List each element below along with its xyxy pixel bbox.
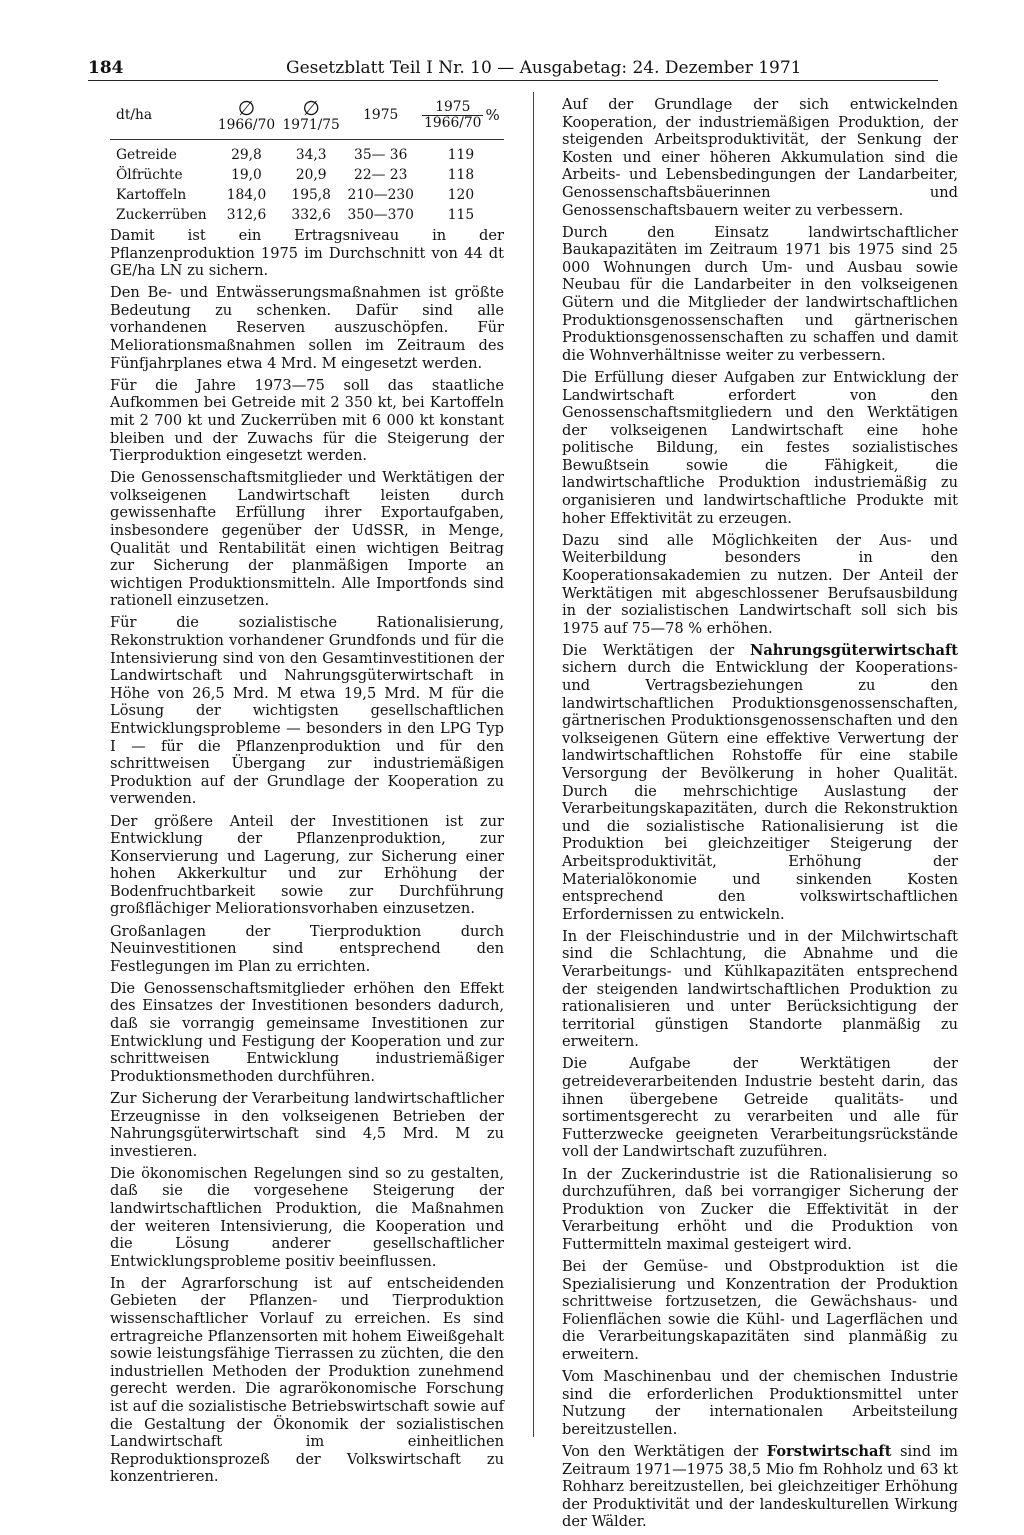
header-rule	[88, 80, 938, 81]
table-cell: 119	[447, 147, 475, 163]
paragraph: In der Zuckerindustrie ist die Rationalisierung so durchzuführen, daß bei vorrangiger Sicherung der Produktion von Zucker die Effektivität in der Verarbeitung erhöht und die Produktion von Futtermitteln maximal gesteigert wird.	[562, 1165, 958, 1253]
paragraph: Dazu sind alle Möglichkeiten der Aus- und Weiterbildung besonders in den Kooperationsakademien zu nutzen. Der Anteil der Werktätigen mit abgeschlossener Berufsausbildung in der sozialistischen Landwirtschaft soll sich bis 1975 auf 75—78 % erhöhen.	[562, 531, 958, 637]
crop-name: Getreide	[116, 147, 177, 163]
table-col-header-1975	[344, 96, 418, 140]
table-cell: 184,0	[226, 187, 267, 203]
table-cell: 115	[447, 207, 475, 223]
table-row	[110, 184, 504, 204]
paragraph: Für die sozialistische Rationalisierung, Rekonstruktion vorhandener Grundfonds und für die Intensivierung sind von den Gesamtinvestitionen der Landwirtschaft und Nahrungsgüterwirtschaft in Höhe von 26,5 Mrd. M etwa 19,5 Mrd. M für die Lösung der wichtigsten gesellschaftlichen Entwicklungsprobleme — besonders in den LPG Typ I — für die Pflanzenproduktion und für den schrittweisen Übergang zur industriemäßigen Produktion auf der Grundlage der Kooperation zu verwenden.	[110, 614, 504, 808]
table-cell: 195,8	[291, 187, 331, 203]
column-divider	[533, 92, 534, 1437]
bold-term-forstwirtschaft: Forstwirtschaft	[766, 1442, 892, 1460]
table-cell: 210—230	[347, 187, 414, 203]
table-cell: 120	[447, 187, 475, 203]
paragraph: Der größere Anteil der Investitionen ist zur Entwicklung der Pflanzenproduktion, zur Konservierung und Lagerung, zur Sicherung einer hohen Akkerkultur und zur Erhöhung der Bodenfruchtbarkeit sowie zur Durchführung großflächiger Meliorationsvorhaben einzusetzen.	[110, 812, 504, 918]
paragraph: Damit ist ein Ertragsniveau in der Pflanzenproduktion 1975 im Durchschnitt von 44 dt GE/ha LN zu sichern.	[110, 227, 504, 280]
crop-name: Ölfrüchte	[116, 167, 183, 183]
paragraph: Die Genossenschaftsmitglieder und Werktätigen der volkseigenen Landwirtschaft leisten durch gewissenhafte Erfüllung ihrer Exportaufgaben, insbesondere gegenüber der UdSSR, in Menge, Qualität und Rentabilität einen wichtigen Beitrag zur Sicherung der planmäßigen Importe an wichtigen Produktionsmitteln. Alle Importfonds sind rationell einzusetzen.	[110, 469, 504, 610]
paragraph: Die Aufgabe der Werktätigen der getreideverarbeitenden Industrie besteht darin, das ihnen übergebene Getreide qualitäts- und sortimentsgerecht zu verarbeiten und alle für Futterzwecke geeigneten Verarbeitungsrückstände voll der Landwirtschaft zuzuführen.	[562, 1055, 958, 1161]
paragraph-text: sichern durch die Entwicklung der Kooperations- und Vertragsbeziehungen zu den landwirtschaftlichen Produktionsgenossenschaften, gärtnerischen Produktionsgenossenschaften und den volkseigenen Gütern eine effektive Verwertung der landwirtschaftlichen Rohstoffe für eine stabile Versorgung der Bevölkerung in hoher Qualität. Durch die mehrschichtige Auslastung der Verarbeitungskapazitäten, durch die Rekonstruktion und die sozialistische Rationalisierung ist die Produktion bei gleichzeitiger Steigerung der Arbeitsproduktivität, Erhöhung der Materialökonomie und sinkenden Kosten entsprechend den volkswirtschaftlichen Erfordernissen zu entwickeln.	[562, 659, 958, 923]
ratio-numerator: 1975	[422, 100, 483, 116]
table-col-label: 1966/70	[217, 117, 276, 133]
paragraph: Vom Maschinenbau und der chemischen Industrie sind die erforderlichen Produktionsmittel unter Nutzung der internationalen Arbeitsteilung bereitzustellen.	[562, 1368, 958, 1438]
table-col-label: 1971/75	[282, 117, 340, 133]
table-cell: 34,3	[295, 147, 327, 163]
paragraph	[562, 642, 958, 924]
ratio-denominator: 1966/70	[424, 115, 482, 131]
paragraph-text: sind im Zeitraum 1971—1975 38,5 Mio fm Rohholz und 63 kt Rohharz bereitzustellen, bei gleichzeitiger Erhöhung der Produktivität und der landeskulturellen Wirkung der Wälder.	[562, 1442, 958, 1531]
table-row	[110, 140, 504, 165]
table-header-row	[110, 96, 504, 140]
table-cell: 22— 23	[354, 167, 408, 183]
table-col-label: 1975	[363, 107, 399, 123]
paragraph: Den Be- und Entwässerungsmaßnahmen ist größte Bedeutung zu schenken. Dafür sind alle vorhandenen Reserven auszuschöpfen. Für Meliorationsmaßnahmen sollen im Zeitraum des Fünfjahrplanes etwa 4 Mrd. M eingesetzt werden.	[110, 284, 504, 372]
table-unit-header: dt/ha	[110, 96, 214, 140]
paragraph-text: Von den Werktätigen der	[562, 1442, 767, 1460]
table-cell: 29,8	[231, 147, 262, 163]
paragraph: Die Genossenschaftsmitglieder erhöhen den Effekt des Einsatzes der Investitionen besonders dadurch, daß sie vorrangig gemeinsame Investitionen zur Entwicklung und Festigung der Kooperation und zur schrittweisen Entwicklung industriemäßiger Produktionsmethoden durchführen.	[110, 979, 504, 1085]
paragraph: Die ökonomischen Regelungen sind so zu gestalten, daß sie die vorgesehene Steigerung der landwirtschaftlichen Produktion, die Maßnahmen der weiteren Intensivierung, die Kooperation und die Lösung anderer gesellschaftlicher Entwicklungsprobleme positiv beeinflussen.	[110, 1164, 504, 1270]
yield-table	[110, 96, 504, 224]
crop-name: Kartoffeln	[116, 187, 187, 203]
table-col-header-avg-1971-75	[279, 96, 344, 140]
paragraph-text: Die Werktätigen der	[562, 641, 750, 659]
paragraph: Die Erfüllung dieser Aufgaben zur Entwicklung der Landwirtschaft erfordert von den Genossenschaftsmitgliedern und den Werktätigen der volkseigenen Landwirtschaft eine hohe politische Bildung, ein festes sozialistisches Bewußtsein sowie die Fähigkeit, die landwirtschaftliche Produktion industriemäßig zu organisieren und landwirtschaftliche Produkte mit hoher Effektivität zu erzeugen.	[562, 368, 958, 527]
paragraph: Zur Sicherung der Verarbeitung landwirtschaftlicher Erzeugnisse in den volkseigenen Betrieben der Nahrungsgüterwirtschaft sind 4,5 Mrd. M zu investieren.	[110, 1089, 504, 1160]
paragraph: In der Agrarforschung ist auf entscheidenden Gebieten der Pflanzen- und Tierproduktion wissenschaftlicher Vorlauf zu erreichen. Es sind ertragreiche Pflanzensorten mit hohem Eiweißgehalt sowie leistungsfähige Tierrassen zu züchten, die den industriellen Methoden der Produktion zunehmend gerecht werden. Die agrarökonomische Forschung ist auf die sozialistische Betriebswirtschaft sowie auf die Gestaltung der Ökonomik der sozialistischen Landwirtschaft im einheitlichen Reproduktionsprozeß der Volkswirtschaft zu konzentrieren.	[110, 1274, 504, 1486]
ratio-unit: %	[485, 106, 500, 124]
left-column	[110, 96, 504, 1490]
crop-name: Zuckerrüben	[116, 207, 207, 223]
page-number: 184	[88, 58, 124, 78]
table-cell: 350—370	[347, 207, 414, 223]
table-cell: 332,6	[291, 207, 331, 223]
table-row	[110, 164, 504, 184]
paragraph: Großanlagen der Tierproduktion durch Neuinvestitionen sind entsprechend den Festlegungen im Plan zu errichten.	[110, 922, 504, 975]
paragraph: Bei der Gemüse- und Obstproduktion ist die Spezialisierung und Konzentration der Produktion schrittweise fortzusetzen, die Gewächshaus- und Folienflächen sowie die Kühl- und Lagerflächen und die Verarbeitungskapazitäten sind planmäßig zu erweitern.	[562, 1258, 958, 1363]
table-cell: 35— 36	[354, 147, 408, 163]
table-cell: 19,0	[231, 167, 262, 183]
paragraph: Für die Jahre 1973—75 soll das staatliche Aufkommen bei Getreide mit 2 350 kt, bei Kartoffeln mit 2 700 kt und Zuckerrüben mit 6 000 kt konstant bleiben und der Zuwachs für die Steigerung der Tierproduktion eingesetzt werden.	[110, 376, 504, 465]
paragraph: Durch den Einsatz landwirtschaftlicher Baukapazitäten im Zeitraum 1971 bis 1975 sind 25 000 Wohnungen durch Um- und Ausbau sowie Neubau für die Landarbeiter in den volkseigenen Gütern und die Mitglieder der landwirtschaftlichen Produktionsgenossenschaften und gärtnerischen Produktionsgenossenschaften zu schaffen und damit die Wohnverhältnisse weiter zu verbessern.	[562, 223, 958, 364]
table-cell: 312,6	[226, 207, 267, 223]
paragraph	[562, 1443, 958, 1531]
table-col-header-avg-1966-70	[214, 96, 279, 140]
bold-term-nahrungsgueterwirtschaft: Nahrungsgüterwirtschaft	[750, 641, 958, 659]
paragraph: Auf der Grundlage der sich entwickelnden Kooperation, der industriemäßigen Produktion, der steigenden Arbeitsproduktivität, der Senkung der Kosten und einer höheren Akkumulation sind die Arbeits- und Lebensbedingungen der Landarbeiter, Genossenschaftsbäuerinnen und Genossenschaftsbauern weiter zu verbessern.	[562, 96, 958, 219]
table-cell: 20,9	[295, 167, 327, 183]
right-column	[562, 96, 958, 1535]
table-cell: 118	[447, 167, 475, 183]
average-symbol: ∅	[237, 96, 256, 120]
average-symbol: ∅	[302, 96, 320, 120]
table-col-header-ratio	[418, 96, 504, 140]
paragraph: In der Fleischindustrie und in der Milchwirtschaft sind die Schlachtung, die Abnahme und die Verarbeitungs- und Kühlkapazitäten entsprechend der steigenden landwirtschaftlichen Produktion zu rationalisieren und unter Berücksichtigung der territorial günstigen Standorte planmäßig zu erweitern.	[562, 927, 958, 1051]
table-row	[110, 204, 504, 224]
running-head: Gesetzblatt Teil I Nr. 10 — Ausgabetag: 24. Dezember 1971	[286, 58, 802, 78]
ratio-fraction	[422, 100, 483, 131]
